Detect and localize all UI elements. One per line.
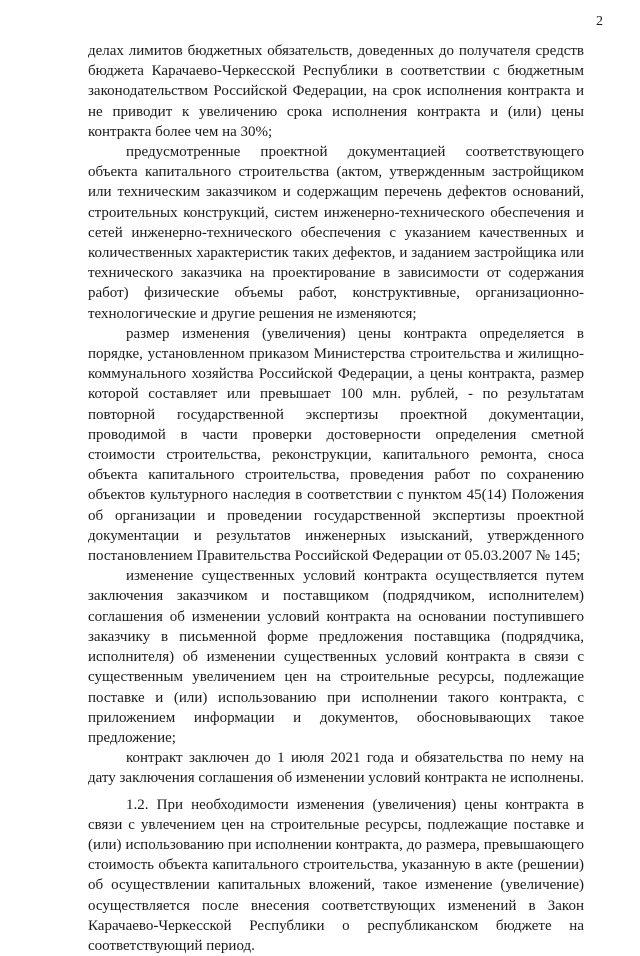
paragraph-section-1-2: 1.2. При необходимости изменения (увеличения) цены контракта в связи с увлечением цен на строительные ресурсы, подлежащие поставке и (или) использованию при исполнении контракта, до размера, превышающего стоимость объекта капитального строительства, указанную в акте (решении) об осуществлении капитальных вложений, такое изменение (увеличение) осуществляется после внесения соответствующих изменений в Закон Карачаево-Черкесской Республики о республиканском бюджете на соответствующий период. [88,796,584,954]
page-number: 2 [596,14,603,29]
document-body [88,41,584,956]
paragraph-contract-concluded: контракт заключен до 1 июля 2021 года и обязательства по нему на дату заключения соглашения об изменении условий контракта не исполнены. [88,750,584,787]
paragraph-project-documentation: предусмотренные проектной документацией соответствующего объекта капитального строительства (актом, утвержденным застройщиком или техническим заказчиком и содержащим перечень дефектов оснований, строительных конструкций, систем инженерно-технического обеспечения и сетей инженерно-технического обеспечения с указанием качественных и количественных характеристик таких дефектов, и заданием застройщика или технического заказчика на проектирование в зависимости от содержания работ) физические объемы работ, конструктивные, организационно-технологические и другие решения не изменяются; [88,144,584,322]
paragraph-budget-limits: делах лимитов бюджетных обязательств, доведенных до получателя средств бюджета Карачаево-Черкесской Республики в соответствии с бюджетным законодательством Российской Федерации, на срок исполнения контракта и не приводит к увеличению срока исполнения контракта и (или) цены контракта более чем на 30%; [88,43,584,140]
paragraph-price-change-size: размер изменения (увеличения) цены контракта определяется в порядке, установленном приказом Министерства строительства и жилищно-коммунального хозяйства Российской Федерации, а цены контракта, размер которой составляет или превышает 100 млн. рублей, - по результатам повторной государственной экспертизы проектной документации, проводимой в части проверки достоверности определения сметной стоимости строительства, реконструкции, капитального ремонта, сноса объекта капитального строительства, проведения работ по сохранению объектов культурного наследия в соответствии с пунктом 45(14) Положения об организации и проведении государственной экспертизы проектной документации и результатов инженерных изысканий, утвержденного постановлением Правительства Российской Федерации от 05.03.2007 № 145; [88,325,584,565]
paragraph-contract-terms-change: изменение существенных условий контракта осуществляется путем заключения заказчиком и поставщиком (подрядчиком, исполнителем) соглашения об изменении условий контракта на основании поступившего заказчику в письменной форме предложения поставщика (подрядчика, исполнителя) об изменении существенных условий контракта в связи с существенным увеличением цен на строительные ресурсы, подлежащие поставке и (или) использованию при исполнении такого контракта, с приложением информации и документов, обосновывающих такое предложение; [88,568,584,746]
